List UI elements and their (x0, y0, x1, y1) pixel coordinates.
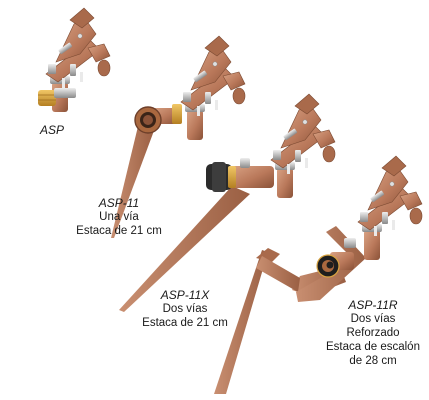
label-asp-11 (64, 196, 174, 238)
spec-line: Dos vías (162, 303, 208, 315)
spec-line: de 28 cm (349, 355, 397, 367)
spec-line: Dos vías (350, 313, 396, 325)
model-name: ASP-11X (160, 288, 210, 302)
spec-line: Reforzado (346, 327, 400, 339)
spec-line: Estaca de escalón (326, 341, 420, 353)
brass-connector (38, 90, 56, 106)
model-name: ASP-11R (348, 298, 398, 312)
sprinkler-asp (38, 8, 110, 112)
label-asp-11r (318, 298, 428, 368)
spec-line: Estaca de 21 cm (142, 317, 228, 329)
model-name: ASP-11 (98, 196, 140, 210)
spec-line: Estaca de 21 cm (76, 225, 162, 237)
label-asp-11x (130, 288, 240, 330)
label-asp (32, 123, 72, 137)
model-name: ASP (39, 123, 64, 137)
spec-line: Una vía (99, 211, 139, 223)
